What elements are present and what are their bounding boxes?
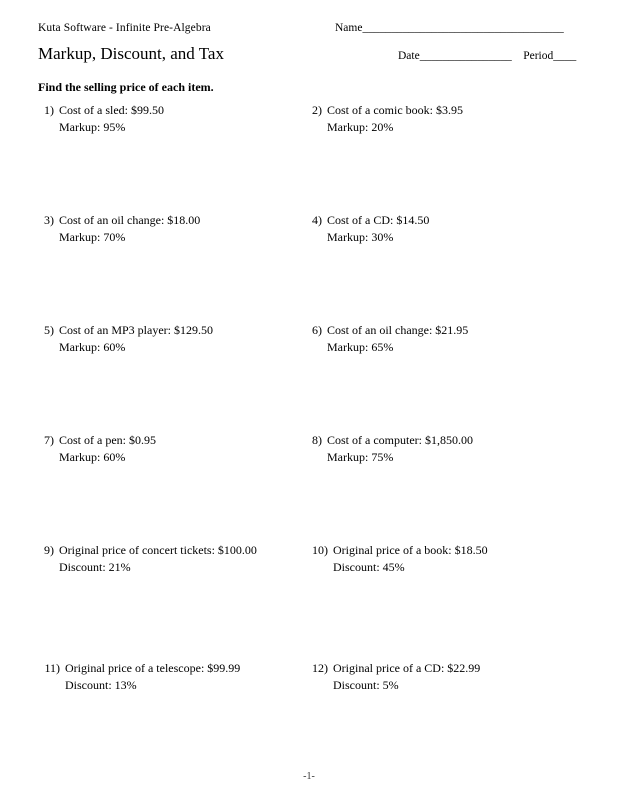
problem-text: Cost of a pen: $0.95 xyxy=(59,433,156,447)
problem-item xyxy=(306,212,574,247)
problem-line-primary xyxy=(306,102,574,119)
problem-line-secondary xyxy=(306,119,574,136)
problem-line-secondary xyxy=(306,559,574,576)
problem-subtext: Discount: 13% xyxy=(65,678,137,693)
problem-number: 7) xyxy=(44,433,54,447)
problem-line-primary xyxy=(38,660,306,677)
problem-text: Original price of a CD: $22.99 xyxy=(333,661,481,675)
problem-row xyxy=(38,542,586,660)
problem-number: 4) xyxy=(312,213,322,227)
problem-subtext: Markup: 20% xyxy=(327,120,394,135)
page-number: -1- xyxy=(303,771,315,782)
problem-subtext: Markup: 30% xyxy=(327,230,394,245)
problem-number: 9) xyxy=(44,543,54,557)
problem-line-secondary xyxy=(306,449,574,466)
date-field[interactable]: Date________________ xyxy=(398,50,512,62)
instructions-text: Find the selling price of each item. xyxy=(38,80,214,94)
problem-line-primary xyxy=(38,322,306,339)
problem-item xyxy=(306,322,574,357)
problem-subtext: Markup: 65% xyxy=(327,340,394,355)
problem-line-primary xyxy=(306,660,574,677)
problem-subtext: Markup: 75% xyxy=(327,450,394,465)
problem-subtext: Discount: 21% xyxy=(59,560,131,575)
problem-number: 6) xyxy=(312,323,322,337)
problem-number: 10) xyxy=(312,543,328,557)
problem-subtext: Markup: 60% xyxy=(59,450,126,465)
problem-line-primary xyxy=(306,542,574,559)
problem-line-secondary xyxy=(306,229,574,246)
problem-item xyxy=(38,212,306,247)
problem-line-primary xyxy=(38,542,306,559)
problem-item xyxy=(306,432,574,467)
problem-number: 3) xyxy=(44,213,54,227)
problem-row xyxy=(38,660,586,770)
problem-row xyxy=(38,322,586,432)
problem-item xyxy=(306,102,574,137)
problem-line-primary xyxy=(306,212,574,229)
problem-line-primary xyxy=(38,432,306,449)
problem-number: 12) xyxy=(312,661,328,675)
problem-line-secondary xyxy=(38,119,306,136)
problem-item xyxy=(306,660,574,695)
problem-line-primary xyxy=(38,102,306,119)
problem-subtext: Markup: 70% xyxy=(59,230,126,245)
problem-line-secondary xyxy=(38,229,306,246)
problem-line-secondary xyxy=(38,677,306,694)
publisher-line: Kuta Software - Infinite Pre-Algebra xyxy=(38,22,211,34)
problem-text: Cost of a sled: $99.50 xyxy=(59,103,164,117)
page-title: Markup, Discount, and Tax xyxy=(38,44,224,63)
problem-list xyxy=(38,102,586,770)
problem-line-primary xyxy=(306,322,574,339)
problem-line-secondary xyxy=(306,677,574,694)
problem-item xyxy=(38,102,306,137)
period-field[interactable]: Period____ xyxy=(523,50,577,62)
problem-item xyxy=(38,322,306,357)
problem-row xyxy=(38,212,586,322)
problem-row xyxy=(38,102,586,212)
problem-number: 1) xyxy=(44,103,54,117)
page-footer xyxy=(0,771,618,782)
problem-row xyxy=(38,432,586,542)
problem-text: Cost of a computer: $1,850.00 xyxy=(327,433,473,447)
problem-text: Original price of a telescope: $99.99 xyxy=(65,661,241,675)
problem-line-secondary xyxy=(38,339,306,356)
problem-text: Cost of a comic book: $3.95 xyxy=(327,103,463,117)
problem-line-primary xyxy=(38,212,306,229)
problem-text: Original price of a book: $18.50 xyxy=(333,543,488,557)
problem-text: Cost of an oil change: $21.95 xyxy=(327,323,469,337)
problem-text: Cost of an oil change: $18.00 xyxy=(59,213,201,227)
problem-subtext: Discount: 5% xyxy=(333,678,399,693)
date-period-field-line[interactable] xyxy=(398,50,576,62)
problem-subtext: Discount: 45% xyxy=(333,560,405,575)
problem-text: Cost of a CD: $14.50 xyxy=(327,213,430,227)
problem-line-secondary xyxy=(306,339,574,356)
problem-text: Original price of concert tickets: $100.00 xyxy=(59,543,257,557)
problem-text: Cost of an MP3 player: $129.50 xyxy=(59,323,213,337)
problem-item xyxy=(38,432,306,467)
problem-number: 2) xyxy=(312,103,322,117)
problem-number: 11) xyxy=(44,661,60,675)
worksheet-header xyxy=(38,22,580,82)
problem-number: 8) xyxy=(312,433,322,447)
name-field-line[interactable]: Name___________________________________ xyxy=(335,22,564,34)
problem-line-secondary xyxy=(38,559,306,576)
problem-number: 5) xyxy=(44,323,54,337)
problem-subtext: Markup: 95% xyxy=(59,120,126,135)
problem-subtext: Markup: 60% xyxy=(59,340,126,355)
problem-line-secondary xyxy=(38,449,306,466)
problem-item xyxy=(38,542,306,577)
problem-item xyxy=(306,542,574,577)
problem-line-primary xyxy=(306,432,574,449)
problem-item xyxy=(38,660,306,695)
